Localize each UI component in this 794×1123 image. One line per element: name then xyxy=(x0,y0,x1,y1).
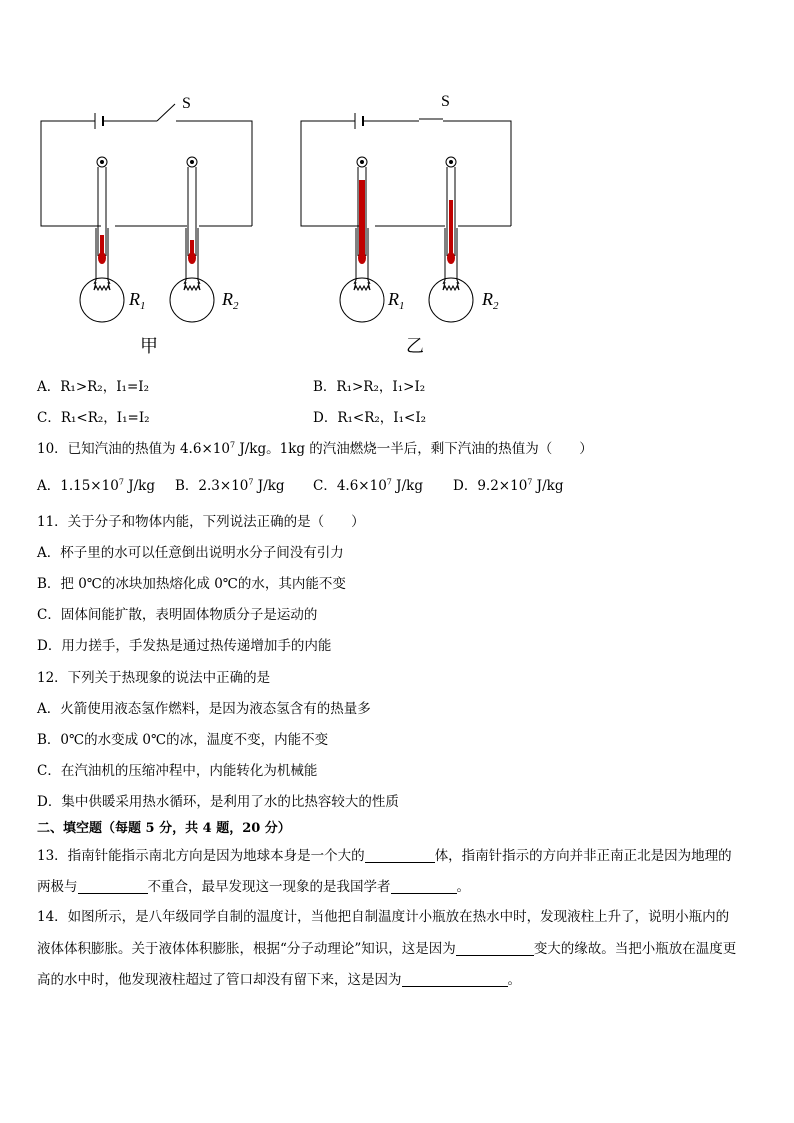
q12-stem: 12．下列关于热现象的说法中正确的是 xyxy=(37,670,271,686)
q9-option-a: A．R₁>R₂，I₁=I₂ xyxy=(37,379,150,395)
r2-label-jia: $R_2$ xyxy=(222,289,239,312)
switch-label-jia: S xyxy=(182,95,191,112)
q9-option-d: D．R₁<R₂，I₁<I₂ xyxy=(313,410,427,426)
q13-blank-1[interactable] xyxy=(365,848,435,863)
q11-option-d: D．用力搓手，手发热是通过热传递增加手的内能 xyxy=(37,638,332,654)
thermometer-r1-yi xyxy=(340,157,384,322)
r1-label-jia: $R_1$ xyxy=(129,289,146,312)
q13-blank-2[interactable] xyxy=(78,879,148,894)
q11-option-b: B．把 0℃的冰块加热熔化成 0℃的水，其内能不变 xyxy=(37,576,346,592)
q14-line-3: 高的水中时，他发现液柱超过了管口却没有留下来，这是因为 。 xyxy=(37,972,521,988)
q14-blank-2[interactable] xyxy=(402,972,508,987)
q13-line-2: 两极与 不重合，最早发现这一现象的是我国学者 。 xyxy=(37,879,470,895)
caption-yi: 乙 xyxy=(406,336,424,357)
q10-option-b: B．$2.3\times 10^7$ J/kg xyxy=(175,477,285,494)
circuit-jia xyxy=(41,104,252,322)
circuit-figure xyxy=(0,80,794,360)
q10-option-d: D．$9.2\times 10^7$ J/kg xyxy=(453,477,564,494)
q9-option-c: C．R₁<R₂，I₁=I₂ xyxy=(37,410,150,426)
caption-jia: 甲 xyxy=(140,336,158,357)
switch-label-yi: S xyxy=(441,93,450,110)
q11-option-c: C．固体间能扩散，表明固体物质分子是运动的 xyxy=(37,607,318,623)
section-title-fill-in: 二、填空题（每题 5 分，共 4 题，20 分） xyxy=(37,821,291,836)
q14-line-2: 液体体积膨胀。关于液体体积膨胀，根据“分子动理论”知识，这是因为 变大的缘故。当把小瓶放在温度更 xyxy=(37,941,737,957)
thermometer-r2-yi xyxy=(429,157,473,322)
r1-label-yi: $R_1$ xyxy=(388,289,405,312)
q12-option-c: C．在汽油机的压缩冲程中，内能转化为机械能 xyxy=(37,763,318,779)
q13-line-1: 13．指南针能指示南北方向是因为地球本身是一个大的 体，指南针指示的方向并非正南正北是因为地理的 xyxy=(37,848,732,864)
q11-stem: 11．关于分子和物体内能，下列说法正确的是（ ） xyxy=(37,514,365,530)
thermometer-r2-jia xyxy=(170,157,214,322)
q12-option-a: A．火箭使用液态氢作燃料，是因为液态氢含有的热量多 xyxy=(37,701,371,717)
q11-option-a: A．杯子里的水可以任意倒出说明水分子间没有引力 xyxy=(37,545,344,561)
q10-stem: 10．已知汽油的热值为 $4.6\times 10^7$ J/kg。1kg 的汽油燃烧一半后，剩下汽油的热值为（ ） xyxy=(37,440,593,457)
q13-blank-3[interactable] xyxy=(391,879,457,894)
q14-line-1: 14．如图所示，是八年级同学自制的温度计，当他把自制温度计小瓶放在热水中时，发现液柱上升了，说明小瓶内的 xyxy=(37,909,730,925)
circuit-yi xyxy=(301,113,511,322)
thermometer-r1-jia xyxy=(80,157,124,322)
q12-option-d: D．集中供暖采用热水循环，是利用了水的比热容较大的性质 xyxy=(37,794,399,810)
r2-label-yi: $R_2$ xyxy=(482,289,499,312)
q9-option-b: B．R₁>R₂，I₁>I₂ xyxy=(313,379,426,395)
q10-option-c: C．$4.6\times 10^7$ J/kg xyxy=(313,477,423,494)
q10-option-a: A．$1.15\times 10^7$ J/kg xyxy=(37,477,155,494)
q12-option-b: B．0℃的水变成 0℃的冰，温度不变，内能不变 xyxy=(37,732,329,748)
q14-blank-1[interactable] xyxy=(456,941,534,956)
